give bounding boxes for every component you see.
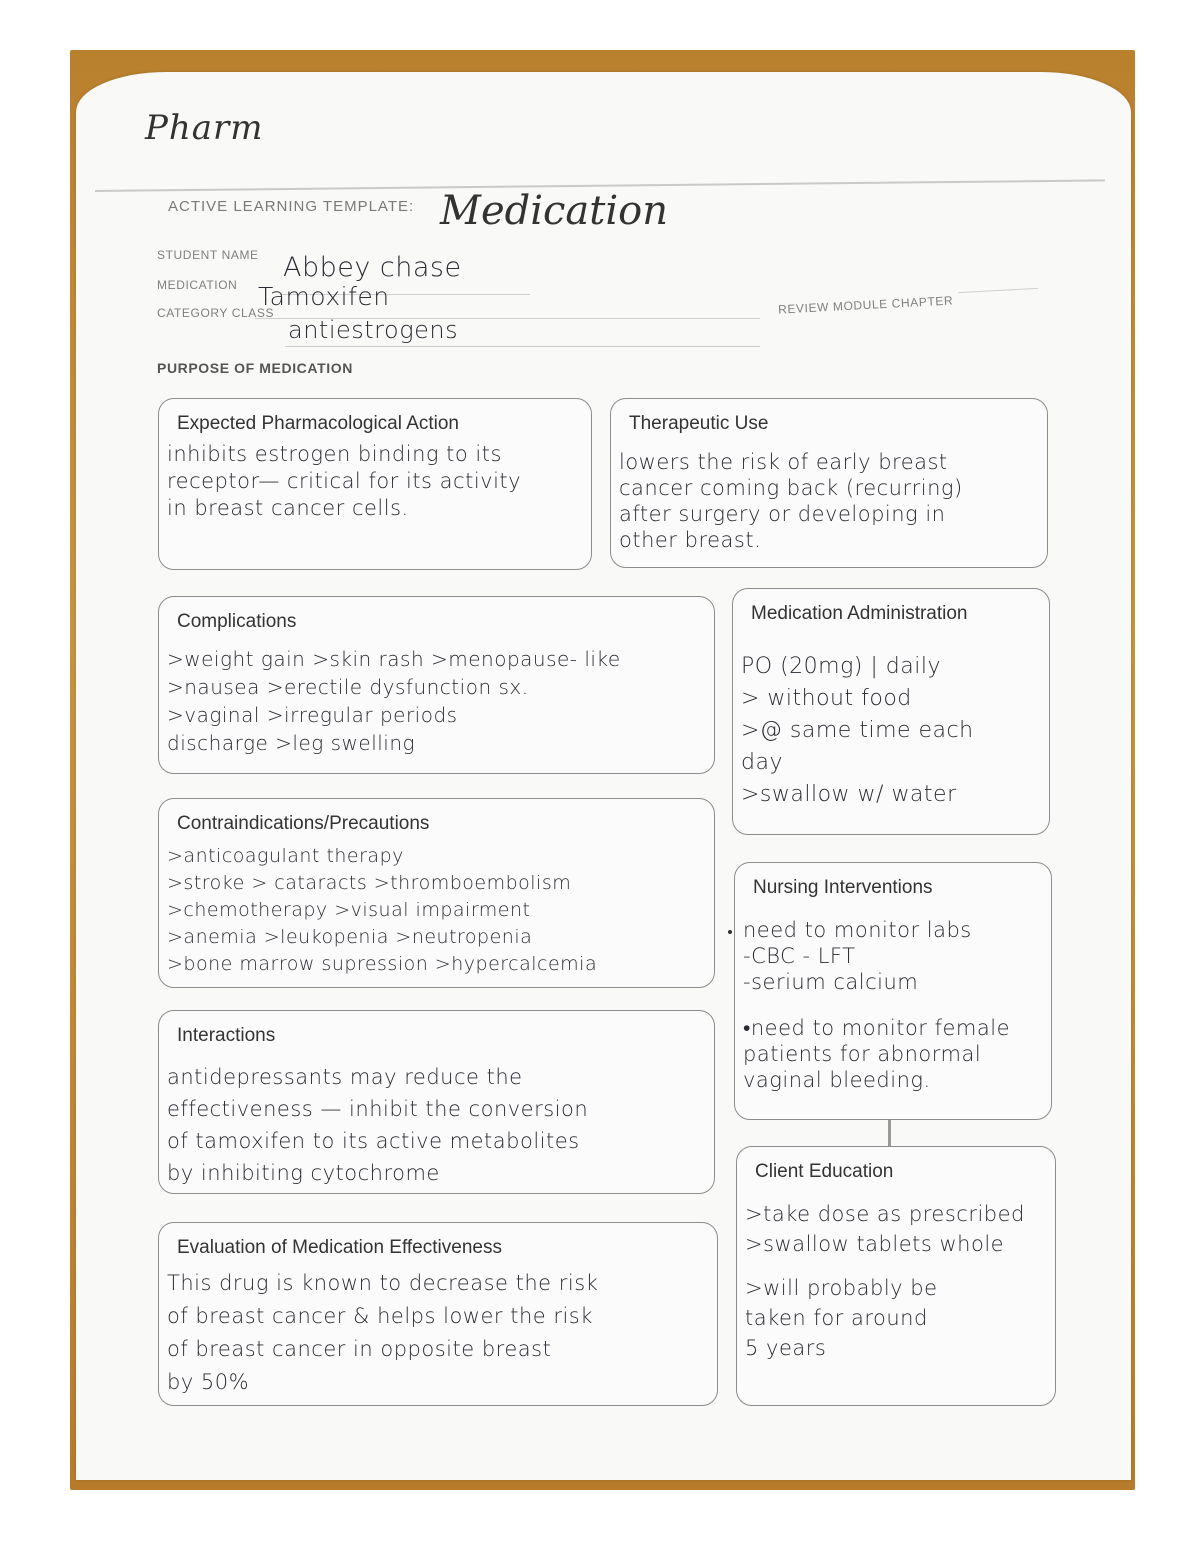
evaluation-line: This drug is known to decrease the risk [167,1271,599,1295]
interactions-line: by inhibiting cytochrome [167,1161,440,1185]
administration-title: Medication Administration [751,603,968,624]
template-label: ACTIVE LEARNING TEMPLATE: [168,198,415,215]
contraindications-box [158,798,715,988]
administration-text [741,651,1041,811]
student-name-value: Abbey chase [283,252,462,283]
expected-action-box [158,398,592,570]
client-education-title: Client Education [755,1161,894,1182]
medication-label: MEDICATION [157,278,238,292]
complications-title: Complications [177,611,297,632]
evaluation-line: by 50% [167,1370,250,1394]
client-education-line: taken for around [745,1306,928,1330]
client-education-text [745,1199,1047,1363]
evaluation-text [167,1267,709,1399]
therapeutic-use-box [610,398,1048,568]
interactions-box [158,1010,715,1194]
nursing-interventions-line: patients for abnormal [743,1042,982,1066]
pharm-heading: Pharm [145,108,264,148]
contraindications-line: >stroke > cataracts >thromboembolism [167,872,572,894]
purpose-label: PURPOSE OF MEDICATION [157,360,353,376]
client-education-line: >will probably be [745,1276,938,1300]
template-title: Medication [440,188,668,234]
evaluation-line: of breast cancer & helps lower the risk [167,1304,593,1328]
therapeutic-use-text [619,449,1039,553]
nursing-interventions-line [743,995,1043,1015]
contraindications-title: Contraindications/Precautions [177,813,430,834]
evaluation-box [158,1222,718,1406]
expected-action-line: in breast cancer cells. [167,496,409,520]
box-connector [888,1120,891,1148]
nursing-interventions-title: Nursing Interventions [753,877,933,898]
interactions-line: of tamoxifen to its active metabolites [167,1129,580,1153]
contraindications-line: >anemia >leukopenia >neutropenia [167,926,533,948]
complications-box [158,596,715,774]
interactions-line: effectiveness — inhibit the conversion [167,1097,589,1121]
expected-action-line: inhibits estrogen binding to its [167,442,502,466]
client-education-line: >swallow tablets whole [745,1232,1005,1256]
complications-line: >weight gain >skin rash >menopause- like [167,647,621,671]
complications-line: >nausea >erectile dysfunction sx. [167,675,529,699]
nursing-interventions-text [743,917,1043,1093]
administration-line: day [741,750,783,775]
client-education-line: >take dose as prescribed [745,1202,1025,1226]
therapeutic-use-line: other breast. [619,528,762,552]
category-value: antiestrogens [288,316,459,344]
category-label: CATEGORY CLASS [157,306,275,320]
client-education-box [736,1146,1056,1406]
therapeutic-use-title: Therapeutic Use [629,413,769,434]
contraindications-text [167,843,706,978]
student-name-label: STUDENT NAME [157,248,259,262]
administration-line: >@ same time each [741,718,974,743]
interactions-title: Interactions [177,1025,276,1046]
nursing-interventions-line: need to monitor labs [743,918,972,942]
bullet-dot [728,930,732,934]
interactions-text [167,1061,706,1189]
complications-text [167,645,706,757]
contraindications-line: >anticoagulant therapy [167,845,404,867]
complications-line: >vaginal >irregular periods [167,703,458,727]
evaluation-title: Evaluation of Medication Effectiveness [177,1237,502,1258]
medication-value: Tamoxifen [258,282,390,311]
nursing-interventions-line: -CBC - LFT [743,944,856,968]
administration-line: >swallow w/ water [741,782,957,807]
therapeutic-use-line: cancer coming back (recurring) [619,476,963,500]
interactions-line: antidepressants may reduce the [167,1065,523,1089]
administration-box [732,588,1050,835]
nursing-interventions-line: -serium calcium [743,970,919,994]
nursing-interventions-line: •need to monitor female [743,1016,1010,1040]
contraindications-line: >bone marrow supression >hypercalcemia [167,953,598,975]
contraindications-line: >chemotherapy >visual impairment [167,899,531,921]
nursing-interventions-line: vaginal bleeding. [743,1068,931,1092]
administration-line: > without food [741,686,912,711]
evaluation-line: of breast cancer in opposite breast [167,1337,552,1361]
category-line [285,346,760,347]
expected-action-line: receptor— critical for its activity [167,469,522,493]
client-education-line: 5 years [745,1336,827,1360]
administration-line: PO (20mg) | daily [741,654,941,679]
review-chapter-label: REVIEW MODULE CHAPTER [777,293,954,317]
therapeutic-use-line: lowers the risk of early breast [619,450,948,474]
expected-action-text [167,441,583,522]
client-education-line [745,1259,1047,1273]
complications-line: discharge >leg swelling [167,731,416,755]
expected-action-title: Expected Pharmacological Action [177,413,459,434]
nursing-interventions-box [734,862,1052,1120]
therapeutic-use-line: after surgery or developing in [619,502,946,526]
